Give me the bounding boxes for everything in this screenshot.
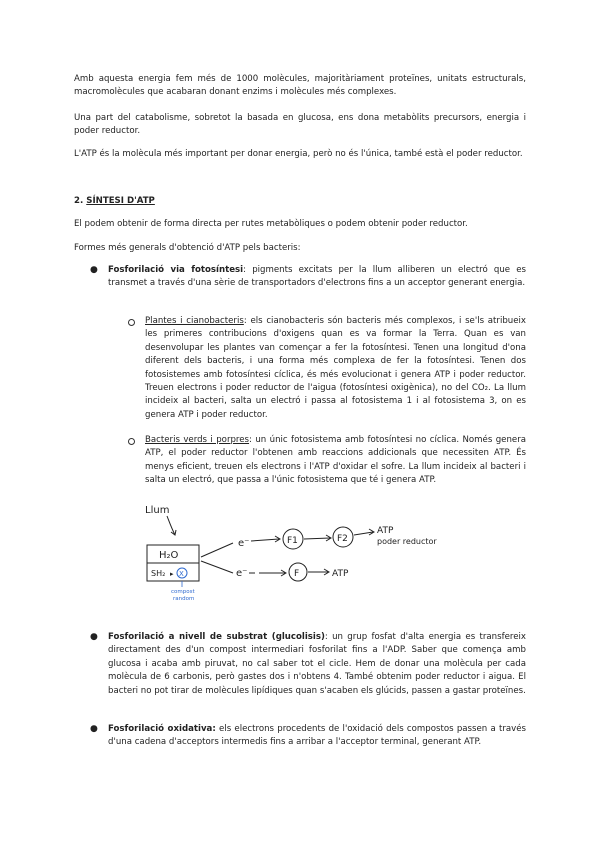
sublist-item-bacteris xyxy=(145,434,526,488)
list-item-term: Fosforilació oxidativa: xyxy=(108,724,216,734)
list-item-text: els electrons procedents de l'oxidació dels compostos passen a través d'una cadena d'acceptors intermedis fins a arribar a l'acceptor terminal, generant ATP. xyxy=(108,724,526,748)
atp-label-2: ATP xyxy=(332,569,349,579)
bullet-dot-icon: ● xyxy=(90,724,98,734)
svg-text:▸: ▸ xyxy=(170,570,174,578)
atp-label-1: ATP xyxy=(377,526,394,536)
section-paragraph-2: Formes més generals d'obtenció d'ATP pels bacteris: xyxy=(74,243,301,253)
electron-label-1: e⁻ xyxy=(238,538,250,549)
f2-label: F2 xyxy=(337,534,348,544)
sublist-item-text: : un únic fotosistema amb fotosíntesi no cíclica. Només genera ATP, el poder reductor l'obtenen amb reaccions addicionals que necessiten ATP. És menys eficient, treuen els electrons i l'ATP d'oxidar el sofre. La llum incideix al bacteri i salta un electró, que passa a l'únic fotosistema que té i genera ATP. xyxy=(145,435,526,486)
hollow-bullet-icon xyxy=(128,319,135,326)
list-item-term: Fosforilació via fotosíntesi xyxy=(108,265,244,275)
f1-label: F1 xyxy=(287,536,298,546)
poder-reductor-label: poder reductor xyxy=(377,537,437,546)
list-item-text: : un grup fosfat d'alta energia es transfereix directament des d'un compost intermediari fosforilat fins a l'ADP. Saber que comença amb glucosa i acaba amb piruvat, no cal saber tot el cicle. Hem de donar una molècula per cada molècula de 6 carbonis, però gastes dos i n'obtens 4. També obtenim poder reductor i aigua. El bacteri no pot tirar de molècules lipídiques quan s'acaben els glúcids, passen a gastar proteïnes. xyxy=(108,632,526,696)
sublist-item-text: : els cianobacteris són bacteris més complexos, i se'ls atribueix les primeres contribucions d'oxigens quan es va formar la Terra. Quan es van desenvolupar les plantes van començar a fer la fotosíntesi. Tenen una longitud d'ona diferent dels bacteris, i una forma més complexa de fer la fotosíntesi. Tenen dos fotosistemes amb fotosíntesi cíclica, és més evolucionat i genera ATP i poder reductor. Treuen electrons i poder reductor de l'aigua (fotosíntesi oxigènica), no del CO₂. La llum incideix al bacteri, salta un electró i passa al fotosistema 1 i al fotosistema 3, on es genera ATP i poder reductor. xyxy=(145,316,526,420)
h2o-label: H₂O xyxy=(159,550,179,561)
x-label: X xyxy=(179,570,184,578)
list-item-fotosintesi xyxy=(108,264,526,291)
sublist-item-plantes xyxy=(145,315,526,422)
compost-label: compost xyxy=(171,589,195,595)
list-item-term: Fosforilació a nivell de substrat (glucolisis) xyxy=(108,632,325,642)
list-item-text: : pigments excitats per la llum alliberen un electró que es transmet a través d'una sèrie de transportadors d'electrons fins a un acceptor generant energia. xyxy=(108,265,527,289)
intro-paragraph-1: Amb aquesta energia fem més de 1000 molècules, majoritàriament proteïnes, unitats estructurals, macromolècules que acabaran donant enzims i molècules més complexes. xyxy=(74,74,526,98)
f-label: F xyxy=(294,569,300,579)
sublist-item-term: Bacteris verds i porpres xyxy=(145,435,250,445)
section-paragraph-1: El podem obtenir de forma directa per rutes metabòliques o podem obtenir poder reductor. xyxy=(74,219,468,229)
intro-paragraph-3: L'ATP és la molècula més important per donar energia, però no és l'única, també està el poder reductor. xyxy=(74,149,523,159)
section-number: 2. xyxy=(74,196,84,206)
section-title: SÍNTESI D'ATP xyxy=(86,196,155,206)
list-item-oxidativa xyxy=(108,723,526,750)
electron-label-2: e⁻ xyxy=(236,568,248,579)
sh2-label: SH₂ xyxy=(151,569,166,578)
random-label: random xyxy=(173,596,195,602)
bullet-dot-icon: ● xyxy=(90,265,98,275)
section-heading xyxy=(74,196,155,206)
list-item-substrat xyxy=(108,631,526,698)
hollow-bullet-icon xyxy=(128,438,135,445)
bullet-dot-icon: ● xyxy=(90,632,98,642)
intro-paragraph-2: Una part del catabolisme, sobretot la basada en glucosa, ens dona metabòlits precursors, energia i poder reductor. xyxy=(74,113,526,137)
sublist-item-term: Plantes i cianobacteris xyxy=(145,316,244,326)
llum-label: Llum xyxy=(145,505,170,516)
photosynthesis-diagram xyxy=(141,499,441,611)
